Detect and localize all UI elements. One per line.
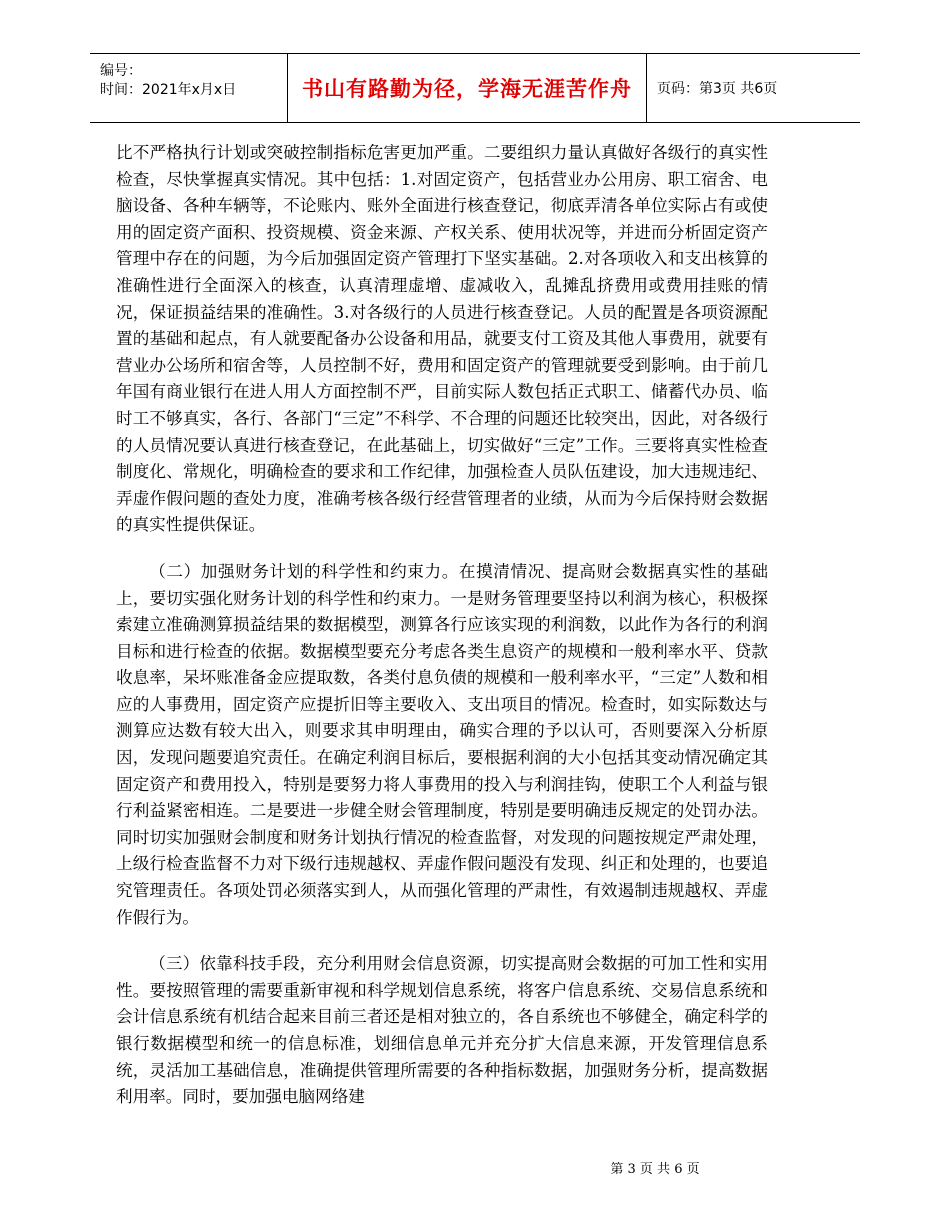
paragraph-3: （三）依靠科技手段，充分利用财会信息资源，切实提高财会数据的可加工性和实用性。要按照管理的需要重新审视和科学规划信息系统，将客户信息系统、交易信息系统和会计信息系统有机结合起来目前三者还是相对独立的，各自系统也不够健全，确定科学的银行数据模型和统一的信息标准，划细信息单元并充分扩大信息来源，开发管理信息系统，灵活加工基础信息，准确提供管理所需要的各种指标数据，加强财务分析，提高数据利用率。同时，要加强电脑网络建 <box>116 954 768 1107</box>
header-time: 时间：2021年x月x日 <box>100 82 237 98</box>
header-meta <box>90 54 288 122</box>
page-header <box>90 53 860 123</box>
header-motto: 书山有路勤为径，学海无涯苦作舟 <box>288 54 647 122</box>
header-page-info: 页码：第3页 共6页 <box>657 81 778 97</box>
paragraph-2: （二）加强财务计划的科学性和约束力。在摸清情况、提高财会数据真实性的基础上，要切实强化财务计划的科学性和约束力。一是财务管理要坚持以利润为核心，积极探索建立准确测算损益结果的数据模型，测算各行应该实现的利润数，以此作为各行的利润目标和进行检查的依据。数据模型要充分考虑各类生息资产的规模和一般利率水平、贷款收息率，呆坏账准备金应提取数，各类付息负债的规模和一般利率水平，“三定”人数和相应的人事费用，固定资产应提折旧等主要收入、支出项目的情况。检查时，如实际数达与测算应达数有较大出入，则要求其申明理由，确实合理的予以认可，否则要深入分析原因，发现问题要追究责任。在确定利润目标后，要根据利润的大小包括其变动情况确定其固定资产和费用投入，特别是要努力将人事费用的投入与利润挂钩，使职工个人利益与银行利益紧密相连。二是要进一步健全财会管理制度，特别是要明确违反规定的处罚办法。同时切实加强财会制度和财务计划执行情况的检查监督，对发现的问题按规定严肃处理，上级行检查监督不力对下级行违规越权、弄虚作假问题没有发现、纠正和处理的，也要追究管理责任。各项处罚必须落实到人，从而强化管理的严肃性，有效遏制违规越权、弄虚作假行为。 <box>116 561 768 927</box>
page-footer: 第 3 页 共 6 页 <box>610 1162 700 1177</box>
header-number: 编号： <box>100 63 142 79</box>
document-body <box>116 140 768 1131</box>
paragraph-1: 比不严格执行计划或突破控制指标危害更加严重。二要组织力量认真做好各级行的真实性检查，尽快掌握真实情况。其中包括：1.对固定资产，包括营业办公用房、职工宿舍、电脑设备、各种车辆等，不论账内、账外全面进行核查登记，彻底弄清各单位实际占有或使用的固定资产面积、投资规模、资金来源、产权关系、使用状况等，并进而分析固定资产管理中存在的问题，为今后加强固定资产管理打下坚实基础。2.对各项收入和支出核算的准确性进行全面深入的核查，认真清理虚增、虚减收入，乱摊乱挤费用或费用挂账的情况，保证损益结果的准确性。3.对各级行的人员进行核查登记。人员的配置是各项资源配置的基础和起点，有人就要配备办公设备和用品，就要支付工资及其他人事费用，就要有营业办公场所和宿舍等，人员控制不好，费用和固定资产的管理就要受到影响。由于前几年国有商业银行在进人用人方面控制不严，目前实际人数包括正式职工、储蓄代办员、临时工不够真实，各行、各部门“三定”不科学、不合理的问题还比较突出，因此，对各级行的人员情况要认真进行核查登记，在此基础上，切实做好“三定”工作。三要将真实性检查制度化、常规化，明确检查的要求和工作纪律，加强检查人员队伍建设，加大违规违纪、弄虚作假问题的查处力度，准确考核各级行经营管理者的业绩，从而为今后保持财会数据的真实性提供保证。 <box>116 143 768 535</box>
